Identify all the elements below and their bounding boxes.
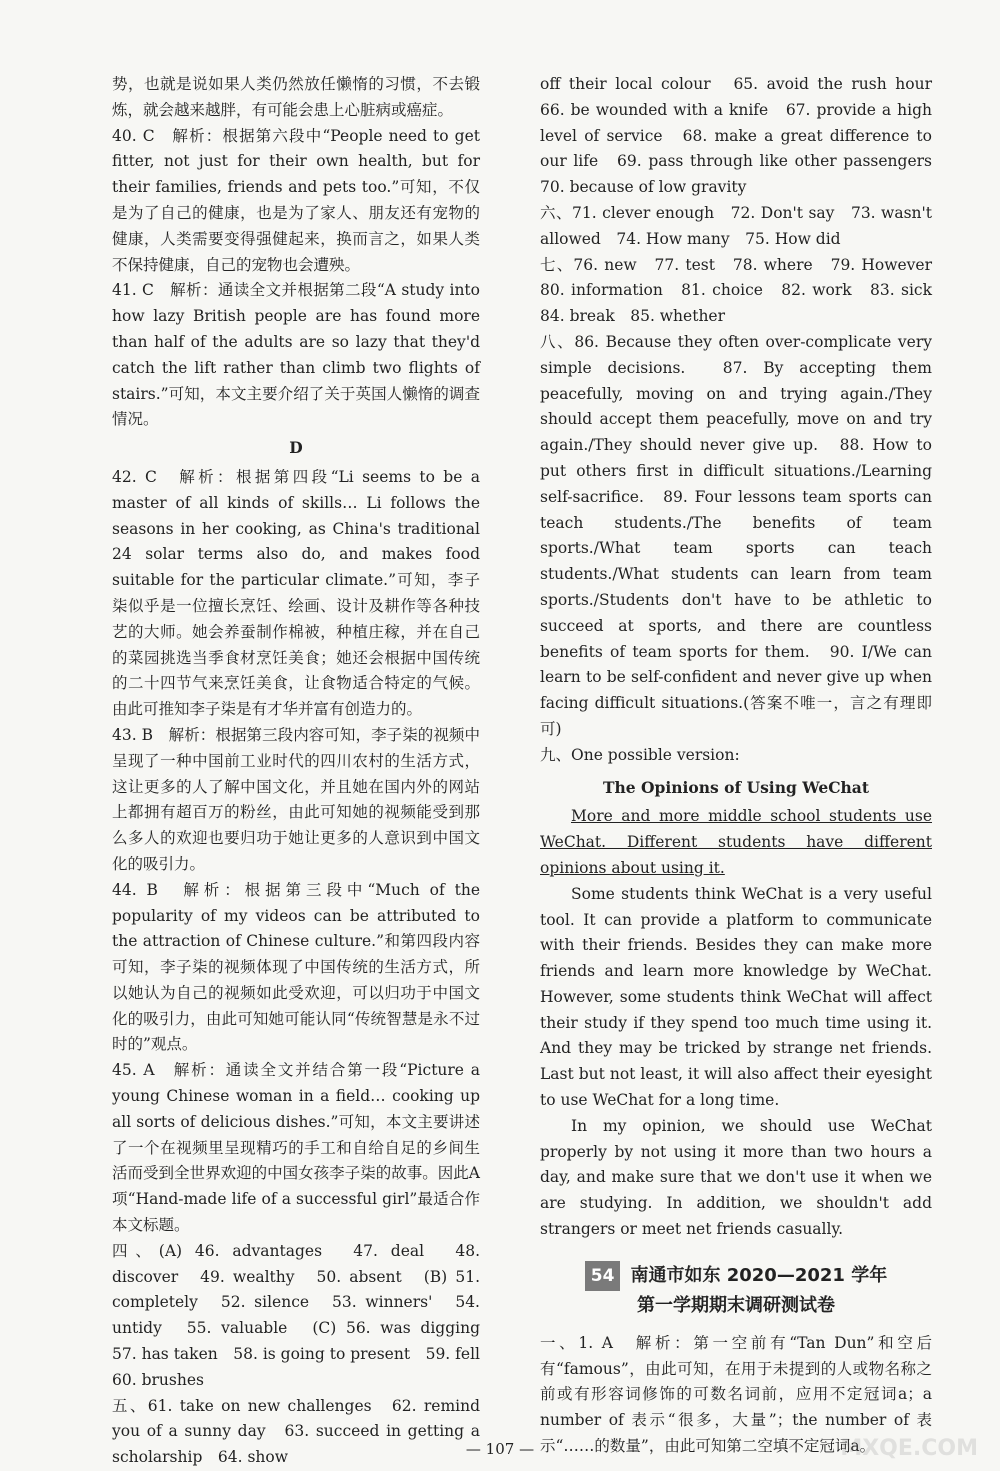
left-column <box>112 72 496 1471</box>
page-number: — 107 — <box>465 1440 535 1458</box>
answer-44: 44. B 解析：根据第三段中“Much of the popularity of my videos can be attributed to the attraction of Chinese culture.”和第四段内容可知，李子柒的视频体现了中国传统的生活方式，所以她认为自己的视频如此受欢迎，可以归功于中国文化的吸引力，由此可知她可能认同“传统智慧是永不过时的”观点。 <box>112 880 480 1054</box>
answer-45: 45. A 解析：通读全文并结合第一段“Picture a young Chinese woman in a field… cooking up all sorts of delicious dishes.”可知，本文主要讲述了一个在视频里呈现精巧的手工和自给自足的乡间生活而受到全世界欢迎的中国女孩李子柒的故事。因此A项“Hand-made life of a successful girl”最适合作本文标题。 <box>112 1061 480 1235</box>
section-five-cont: off their local colour 65. avoid the rush hour 66. be wounded with a knife 67. provide a high level of service 68. make a great difference to our life 69. pass through like other passengers 70. because of low gravity <box>540 75 948 197</box>
section-five: 五、61. take on new challenges 62. remind you of a sunny day 63. succeed in getting a scholarship 64. show <box>112 1396 480 1467</box>
section-four: 四、(A) 46. advantages 47. deal 48. discover 49. wealthy 50. absent (B) 51. completely 52. silence 53. winners' 54. untidy 55. valuable (C) 56. was digging 57. has taken 58. is going to present 59. fell 60. brushes <box>112 1241 496 1389</box>
essay-paragraph-1: More and more middle school students use WeChat. Different students have different opinions about using it. <box>540 807 932 877</box>
section-d-heading: D <box>289 438 303 458</box>
answer-40: 40. C 解析：根据第六段中“People need to get fitter, not just for their own health, but for their families, friends and pets too.”可知，不仅是为了自己的健康，也是为了家人、朋友还有宠物的健康，人类需要变得强健起来，换而言之，如果人类不保持健康，自己的宠物也会遭殃。 <box>112 126 480 274</box>
answer-41: 41. C 解析：通读全文并根据第二段“A study into how lazy British people are has found more than half of the adults are so lazy that they'd catch the lift rather than climb two flights of stairs.”可知，本文主要介绍了关于英国人懒惰的调查情况。 <box>112 281 480 429</box>
answer-43: 43. B 解析：根据第三段内容可知，李子柒的视频中呈现了一种中国前工业时代的四川农村的生活方式，这让更多的人了解中国文化，并且她在国内外的网站上都拥有超百万的粉丝，由此可知她的视频能受到那么多人的欢迎也要归功于她让更多的人意识到中国文化的吸引力。 <box>112 725 480 873</box>
exam-title-line2: 第一学期期末调研测试卷 <box>637 1294 835 1316</box>
right-column <box>540 72 948 1460</box>
essay-paragraph-3: In my opinion, we should use WeChat properly by not using it more than two hours a day, and make sure that we don't use it when we are studying. In addition, we shouldn't add strangers or meet net friends casually. <box>540 1116 932 1239</box>
section-six: 六、71. clever enough 72. Don't say 73. wasn't allowed 74. How many 75. How did <box>540 203 932 248</box>
exam-heading <box>540 1261 932 1321</box>
essay-paragraph-2: Some students think WeChat is a very useful tool. It can provide a platform to communicate with their friends. Besides they can make more friends and learn more knowledge by WeChat. However, some students think WeChat will affect their study if they spend too much time using it. And they may be tricked by strange net friends. Last but not least, it will also affect their eyesight to use WeChat for a long time. <box>540 884 932 1110</box>
section-eight: 八、86. Because they often over-complicate very simple decisions. 87. By accepting them peacefully, moving on and trying again./They should accept them peacefully, move on and try again./They should never give up. 88. How to put others first in difficult situations./Learning self-sacrifice. 89. Four lessons team sports can teach students./The benefits of team sports./What team sports can teach students./What students can learn from team sports./Students don't have to be athletic to succeed at sports, and there are countless benefits of team sports for them. 90. I/We can learn to be self-confident and never give up when facing difficult situations.(答案不唯一，言之有理即可) <box>540 332 932 738</box>
exam-number-badge: 54 <box>585 1261 621 1291</box>
section-seven: 七、76. new 77. test 78. where 79. However 80. information 81. choice 82. work 83. sick 84. break 85. whether <box>540 255 948 326</box>
exam-answer-1: 一、1. A 解析：第一空前有“Tan Dun”和空后有“famous”，由此可知，在用于未提到的人或物名称之前或有形容词修饰的可数名词前，应用不定冠词a；a number of 表示“很多，大量”；the number of 表示“……的数量”，由此可知第二空填不定冠词a。 <box>540 1333 932 1456</box>
exam-title-line1: 南通市如东 2020—2021 学年 <box>630 1264 888 1286</box>
section-nine: 九、One possible version: <box>540 745 740 764</box>
essay-title: The Opinions of Using WeChat <box>602 777 870 797</box>
answer-block: 势，也就是说如果人类仍然放任懒惰的习惯，不去锻炼，就会越来越胖，有可能会患上心脏病或癌症。 <box>112 75 480 119</box>
answer-42: 42. C 解析：根据第四段“Li seems to be a master of all kinds of skills… Li follows the seasons in her cooking, as China's traditional 24 solar terms also do, and makes food suitable for the particular climate.”可知，李子柒似乎是一位擅长烹饪、绘画、设计及耕作等各种技艺的大师。她会养蚕制作棉被，种植庄稼，并在自己的菜园挑选当季食材烹饪美食；她还会根据中国传统的二十四节气来烹饪美食，让食物适合特定的气候。由此可推知李子柒是有才华并富有创造力的。 <box>112 467 480 719</box>
watermark-logo: MXQE.COM <box>840 1436 978 1461</box>
